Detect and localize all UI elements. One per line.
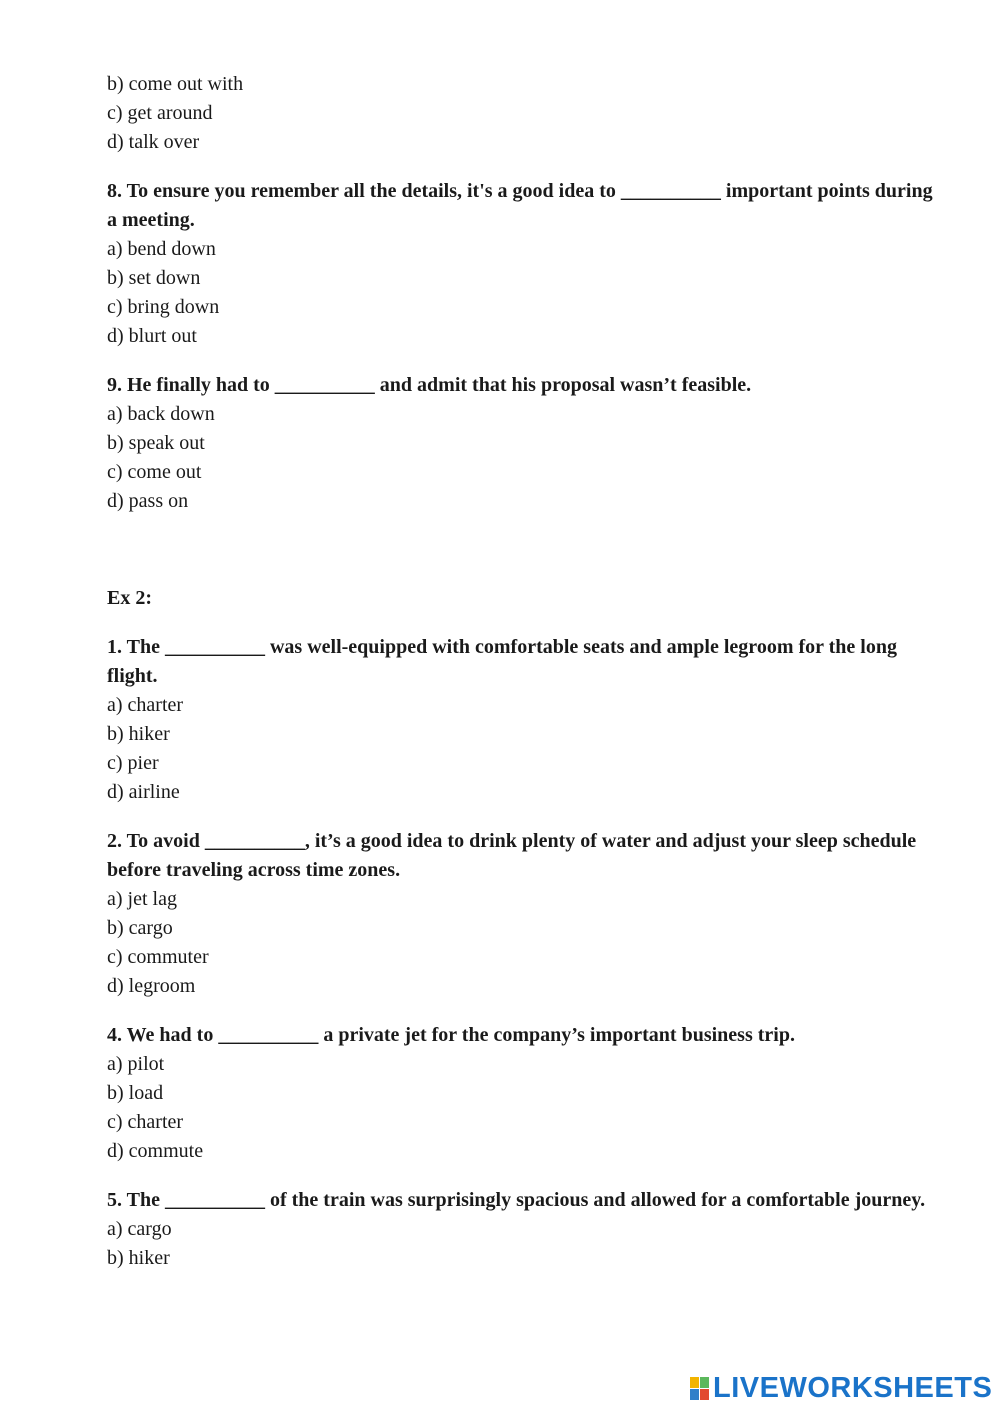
question-block xyxy=(107,177,937,351)
option-text: b) come out with xyxy=(107,73,244,95)
option-text: d) pass on xyxy=(107,490,189,512)
option-text: d) legroom xyxy=(107,975,196,997)
question-block xyxy=(107,1186,937,1273)
option-text: b) speak out xyxy=(107,432,205,454)
option-text: c) bring down xyxy=(107,296,220,318)
option-text: a) pilot xyxy=(107,1053,165,1075)
question-text: 2. To avoid __________, it’s a good idea to drink plenty of water and adjust your sleep schedule before traveling across time zones. xyxy=(107,830,917,881)
option-text: a) cargo xyxy=(107,1218,172,1240)
option-text: b) cargo xyxy=(107,917,173,939)
question-text: 4. We had to __________ a private jet for the company’s important business trip. xyxy=(107,1024,795,1046)
option-text: d) commute xyxy=(107,1140,204,1162)
option-text: b) hiker xyxy=(107,1247,170,1269)
option-text: d) blurt out xyxy=(107,325,197,347)
option-text: d) airline xyxy=(107,781,180,803)
question-block xyxy=(107,371,937,516)
question-text: 5. The __________ of the train was surprisingly spacious and allowed for a comfortable journey. xyxy=(107,1189,926,1211)
option-text: c) come out xyxy=(107,461,202,483)
liveworksheets-logo xyxy=(690,1373,992,1403)
option-text: a) charter xyxy=(107,694,184,716)
option-text: c) pier xyxy=(107,752,159,774)
question-text: 8. To ensure you remember all the details, it's a good idea to __________ important points during a meeting. xyxy=(107,180,933,231)
option-text: b) set down xyxy=(107,267,201,289)
worksheet-page xyxy=(107,70,937,1273)
option-text: a) jet lag xyxy=(107,888,177,910)
question-text: 9. He finally had to __________ and admit that his proposal wasn’t feasible. xyxy=(107,374,752,396)
question-block xyxy=(107,1021,937,1166)
question-block xyxy=(107,633,937,807)
previous-question-options xyxy=(107,70,937,157)
section-title: Ex 2: xyxy=(107,587,152,609)
option-text: b) hiker xyxy=(107,723,170,745)
option-text: a) bend down xyxy=(107,238,216,260)
option-text: c) commuter xyxy=(107,946,209,968)
logo-mark-icon xyxy=(690,1377,709,1400)
question-text: 1. The __________ was well-equipped with comfortable seats and ample legroom for the long flight. xyxy=(107,636,897,687)
option-text: c) charter xyxy=(107,1111,184,1133)
option-text: d) talk over xyxy=(107,131,200,153)
option-text: b) load xyxy=(107,1082,164,1104)
option-text: c) get around xyxy=(107,102,213,124)
question-block xyxy=(107,827,937,1001)
logo-text: LIVEWORKSHEETS xyxy=(713,1372,993,1404)
option-text: a) back down xyxy=(107,403,215,425)
